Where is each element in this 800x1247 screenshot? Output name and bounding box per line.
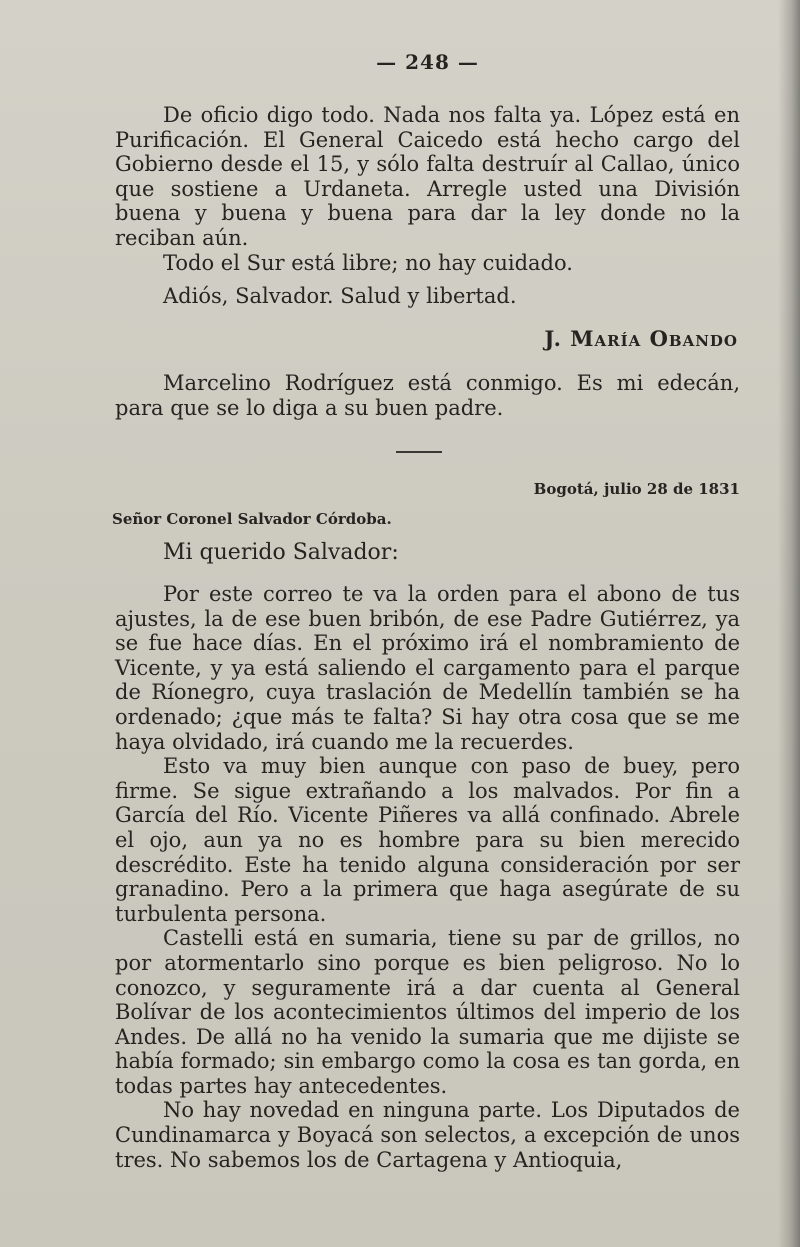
letter2-body [115,582,740,1172]
letter1-body [115,103,740,275]
letter1-signature: J. María Obando [544,326,738,351]
letter2-paragraph: Castelli está en sumaria, tiene su par de grillos, no por atormentarlo sino porque es bien peligroso. No lo conozco, y seguramente irá a dar cuenta al General Bolívar de los acontecimientos últimos del imperio de los Andes. De allá no ha venido la sumaria que me dijiste se había formado; sin embargo como la cosa es tan gorda, en todas partes hay antecedentes. [115,926,740,1098]
page-number: — 248 — [376,50,479,74]
letter2-paragraph: Esto va muy bien aunque con paso de buey, pero firme. Se sigue extrañando a los malvados. Por fin a García del Río. Vicente Piñeres va allá confinado. Abrele el ojo, aun ya no es hombre para su bien merecido descrédito. Este ha tenido alguna consideración por ser granadino. Pero a la primera que haga asegúrate de su turbulenta persona. [115,754,740,926]
letter2-salutation: Mi querido Salvador: [163,540,399,565]
postscript-text: Marcelino Rodríguez está conmigo. Es mi edecán, para que se lo diga a su buen padre. [115,371,740,420]
page-edge-shadow [778,0,800,1247]
section-divider [396,451,442,453]
letter2-dateline: Bogotá, julio 28 de 1831 [533,480,740,498]
letter1-closing: Adiós, Salvador. Salud y libertad. [163,284,517,308]
letter1-postscript [115,371,740,420]
letter2-paragraph: Por este correo te va la orden para el abono de tus ajustes, la de ese buen bribón, de ese Padre Gutiérrez, ya se fue hace días. En el próximo irá el nombramiento de Vicente, y ya está saliendo el cargamento para el parque de Ríonegro, cuya traslación de Medellín también se ha ordenado; ¿que más te falta? Si hay otra cosa que se me haya olvidado, irá cuando me la recuerdes. [115,582,740,754]
letter2-recipient: Señor Coronel Salvador Córdoba. [112,510,392,528]
letter1-paragraph: De oficio digo todo. Nada nos falta ya. López está en Purificación. El General Caicedo está hecho cargo del Gobierno desde el 15, y sólo falta destruír al Callao, único que sostiene a Urdaneta. Arregle usted una División buena y buena y buena para dar la ley donde no la reciban aún. [115,103,740,250]
letter2-paragraph: No hay novedad en ninguna parte. Los Diputados de Cundinamarca y Boyacá son selectos, a excepción de unos tres. No sabemos los de Cartagena y Antioquia, [115,1098,740,1172]
letter1-paragraph: Todo el Sur está libre; no hay cuidado. [163,250,573,275]
